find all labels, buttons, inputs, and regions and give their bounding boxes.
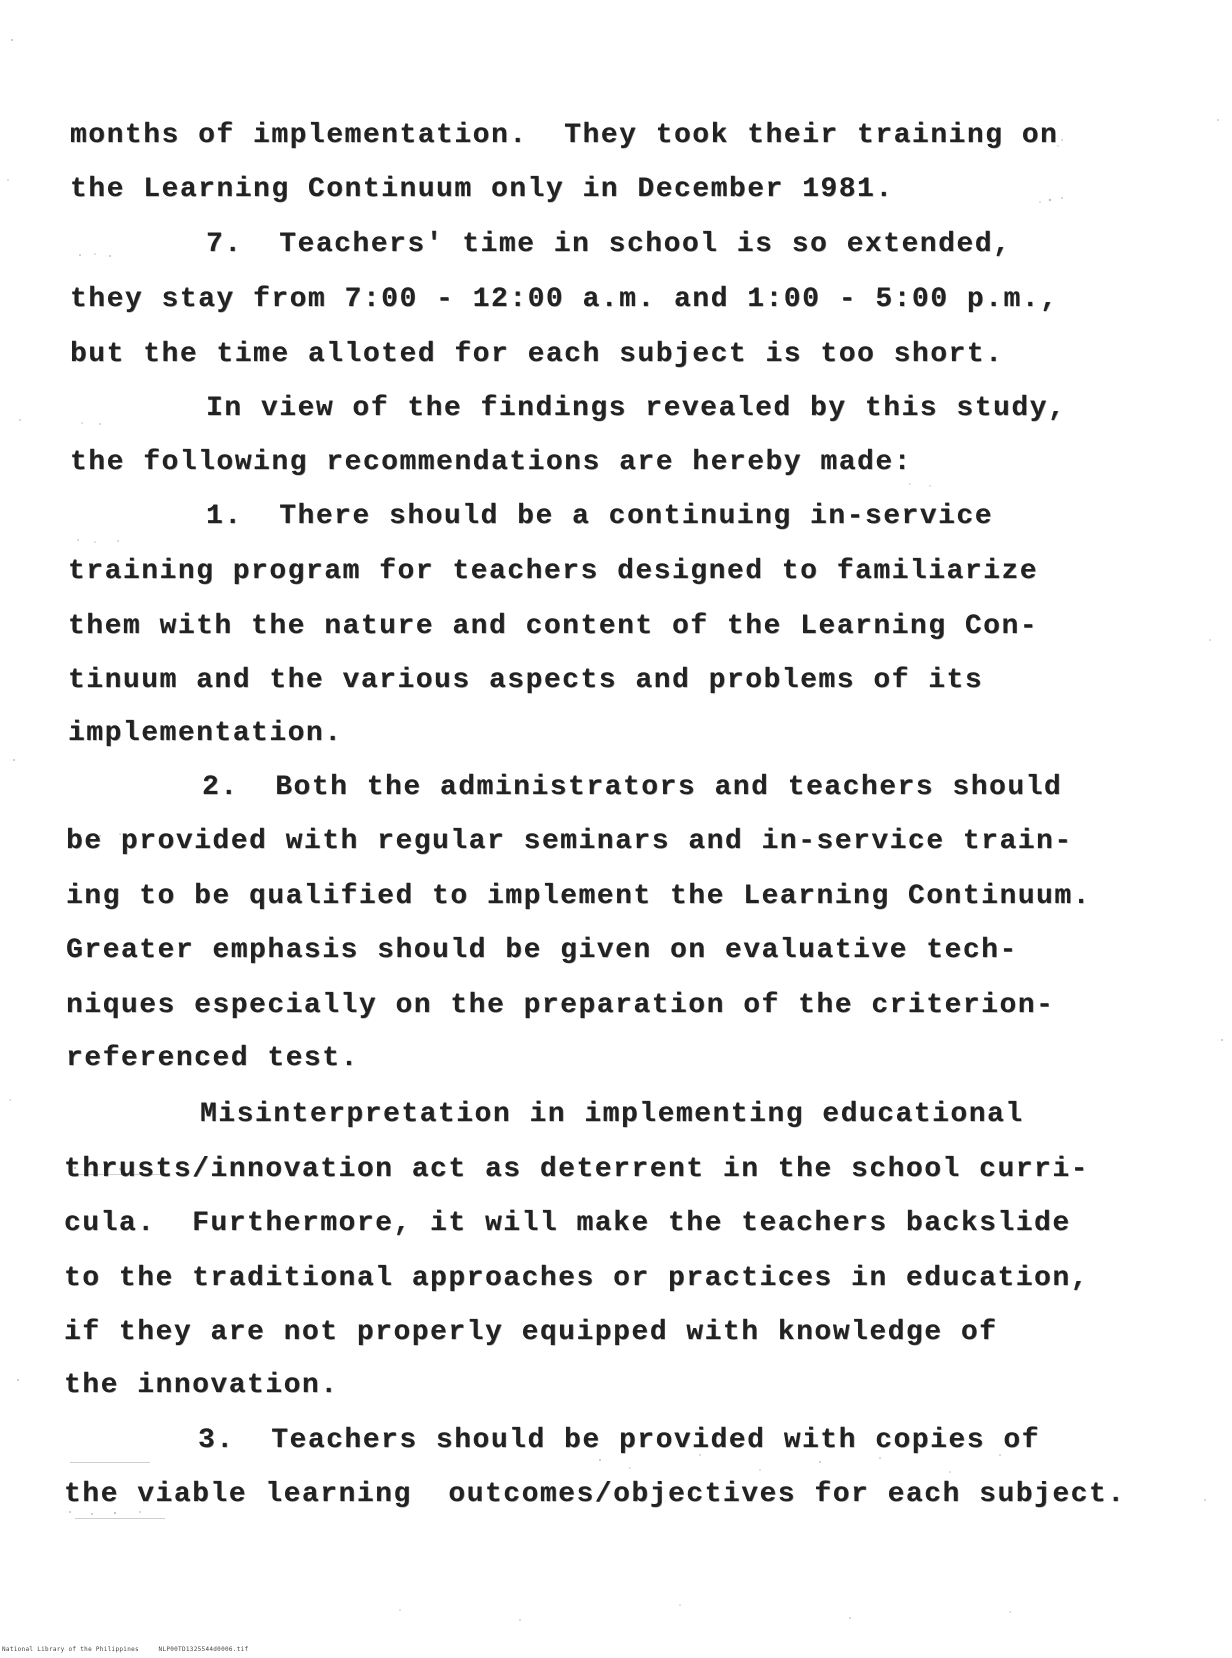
text-line: niques especially on the preparation of the criterion- [66, 990, 1055, 1021]
text-line: In view of the findings revealed by this study, [206, 393, 1067, 424]
text-line: thrusts/innovation act as deterrent in the school curri- [64, 1154, 1089, 1185]
text-line: but the time alloted for each subject is too short. [70, 339, 1004, 370]
text-line: 1. There should be a continuing in-service [206, 501, 994, 532]
text-line: ing to be qualified to implement the Learning Continuum. [66, 881, 1091, 912]
text-line: cula. Furthermore, it will make the teachers backslide [64, 1208, 1071, 1239]
text-line: if they are not properly equipped with knowledge of [64, 1317, 998, 1348]
text-line: referenced test. [66, 1043, 359, 1074]
text-line: them with the nature and content of the Learning Con- [68, 611, 1039, 642]
text-line: months of implementation. They took their training on [70, 120, 1059, 151]
text-line: tinuum and the various aspects and problems of its [68, 665, 984, 696]
text-line: the innovation. [64, 1370, 339, 1401]
text-line: be provided with regular seminars and in-service train- [66, 826, 1073, 857]
text-line: implementation. [68, 718, 343, 749]
text-line: 2. Both the administrators and teachers should [202, 772, 1063, 803]
text-line: the Learning Continuum only in December 1981. [70, 174, 894, 205]
text-line: the following recommendations are hereby made: [70, 447, 912, 478]
text-line: Misinterpretation in implementing educational [200, 1099, 1024, 1130]
text-line: to the traditional approaches or practices in education, [64, 1263, 1089, 1294]
text-line: 3. Teachers should be provided with copies of [198, 1425, 1040, 1456]
text-line: training program for teachers designed to familiarize [68, 556, 1039, 587]
text-line: the viable learning outcomes/objectives for each subject. [64, 1479, 1126, 1510]
scan-footer: National Library of the Philippines NLP00TD1325544d0006.tif [2, 1646, 249, 1653]
text-line: they stay from 7:00 - 12:00 a.m. and 1:00 - 5:00 p.m., [70, 284, 1059, 315]
text-line: Greater emphasis should be given on evaluative tech- [66, 935, 1018, 966]
text-line: 7. Teachers' time in school is so extended, [206, 229, 1012, 260]
